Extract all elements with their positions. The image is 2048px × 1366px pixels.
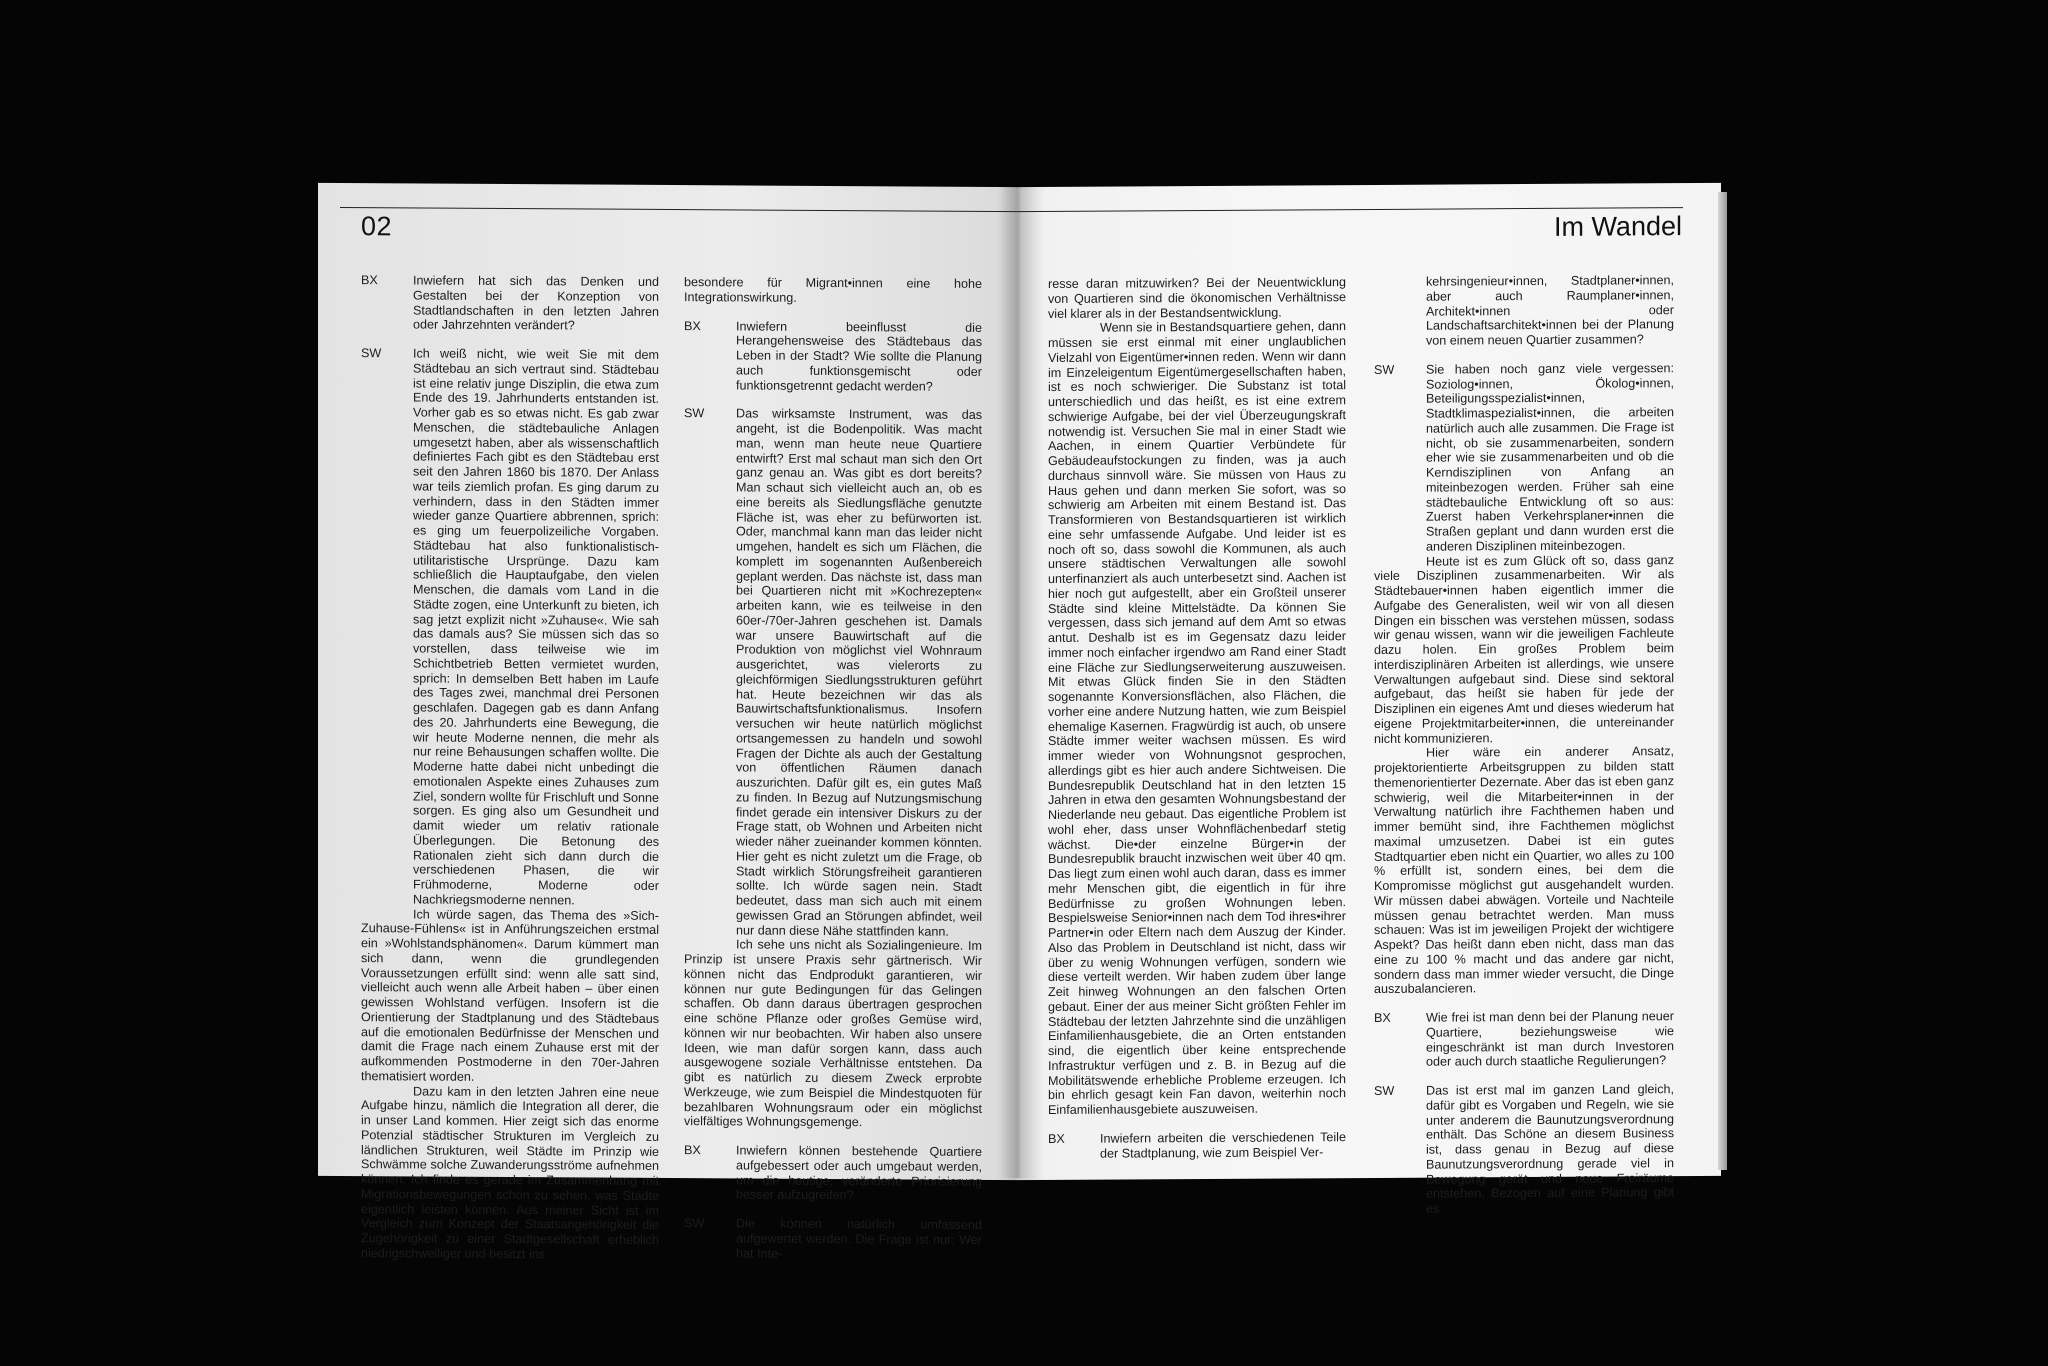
paragraph: besondere für Migrant•innen eine hohe Integrationswirkung. [684, 275, 982, 305]
page-number: 02 [361, 211, 393, 242]
left-page [318, 183, 1017, 1262]
section-title: Im Wandel [1553, 211, 1682, 242]
speaker-label: SW [684, 1216, 705, 1231]
paragraph: Ich sehe uns nicht als Sozialingenieure. Im Prinzip ist unsere Praxis sehr gärtnerisch. Wir können nicht das Endprodukt garantieren, wir können nur gute Bedingungen für das Gelingen schaffen. Ob dann daraus übertragen gesprochen eine schöne Pflanze oder großes Gemüse wird, können wir nur beobachten. Wir haben also unsere Ideen, wie man dafür sorgen kann, dass auch ausgewogene soziale Verhältnisse entstehen. Da gibt es natürlich zu diesem Zweck erprobte Werkzeuge, wie zum Beispiel die Mindestquoten für bezahlbaren Wohnungsraum oder ein möglichst vielfältiges Wohnungsgemenge. [684, 937, 982, 1130]
paragraph: kehrsingenieur•innen, Stadtplaner•innen, aber auch Raumplaner•innen, Architekt•innen oder Landschaftsarchitekt•innen bei der Planung von einem neuen Quartier zusammen? [1426, 273, 1674, 348]
speaker-label: BX [361, 273, 378, 288]
paragraph: Wenn sie in Bestandsquartiere gehen, dann müssen sie erst einmal mit einer unglaublichen Vielzahl von Eigentümer•innen reden. Wenn wir dann im Einzeleigentum Eigentümergesellschaften haben, ist es noch schwieriger. Die Substanz ist total unterschiedlich und das heißt, es ist eine extrem schwierige Aufgabe, bei der viel Überzeugungskraft notwendig ist. Versuchen Sie mal in einer Stadt wie Aachen, in einem Quartier Verbündete für Gebäudeaufstockungen zu finden, was ja auch durchaus sinnvoll wäre. Sie müssen von Haus zu Haus gehen und dann merken Sie sofort, was so schwierig am Arbeiten mit einem Bestand ist. Das Transformieren von Bestandsquartieren ist wirklich eine sehr umfassende Aufgabe. Und leider ist es noch oft so, dass sowohl die Kommunen, als auch unsere städtischen Verwaltungen alle sowohl unterfinanziert als auch unterbesetzt sind. Aachen ist hier noch gut aufgestellt, aber ein Großteil unserer Städte sind kleine Mittelstädte. Da können Sie vergessen, dass sich jemand auf dem Amt so etwas antut. Deshalb ist es im Gegensatz dazu leider immer noch einfacher irgendwo am Rand einer Stadt eine Fläche zur Siedlungserweiterung auszuweisen. Mit etwas Glück finden Sie in den Städten sogenannte Konversionsflächen, also Flächen, die vorher eine andere Nutzung hatten, wie zum Beispiel ehemalige Kasernen. Fragwürdig ist auch, ob unsere Städte immer weiter wachsen müssen. Es wird immer wieder von Wohnungsnot gesprochen, allerdings gibt es hier auch andere Sichtweisen. Die Bundesrepublik Deutschland hat in den letzten 15 Jahren in etwa den gesamten Wohnungsbestand der Niederlande neu gebaut. Das eigentliche Problem ist wohl eher, dass unser Wohnflächenbedarf stetig wächst. Die•der einzelne Bürger•in der Bundesrepublik braucht inzwischen weit über 40 qm. Das liegt zum einen wohl auch daran, dass es immer mehr Menschen gibt, die eigentlich in für ihre Bedürfnisse zu großen Wohnungen leben. Bespielsweise Senior•innen nach dem Tod ihres•ihrer Partner•in oder Eltern nach dem Auszug der Kinder. Also das Problem in Deutschland ist nicht, dass wir über zu wenig Wohnungen verfügen, sondern wie diese verteilt werden. Wir haben zudem über lange Zeit hinweg Wohnungen an den falschen Orten gebaut. Einer der aus meiner Sicht größten Fehler im Städtebau der letzten Jahrzehnte sind die unzähligen Einfamilienhausgebiete, die an Orten entstanden sind, die eigentlich über keine entsprechende Infrastruktur verfügen und z. B. in Bezug auf die Mobilitätswende erhebliche Probleme erzeugen. Ich bin ehrlich gesagt kein Fan davon, weiterhin noch Einfamilienhausgebiete auszuweisen. [1048, 319, 1346, 1117]
interview-turn [1048, 1130, 1346, 1161]
text-column [1048, 275, 1346, 1166]
text-column [1374, 273, 1674, 1216]
paragraph: Inwiefern hat sich das Denken und Gestalten bei der Konzeption von Stadtlandschaften in den letzten Jahren oder Jahrzehnten verändert? [413, 273, 659, 333]
interview-turn [1374, 1082, 1674, 1217]
speaker-label: SW [1374, 362, 1395, 377]
speaker-label: BX [684, 1143, 701, 1158]
speaker-label: SW [1374, 1083, 1395, 1098]
paragraph: Wie frei ist man denn bei der Planung neuer Quartiere, beziehungsweise wie eingeschränkt ist man durch Investoren oder auch durch staatliche Regulierungen? [1426, 1009, 1674, 1069]
text-column [684, 275, 982, 1261]
paragraph: Heute ist es zum Glück oft so, dass ganz viele Disziplinen zusammenarbeiten. Wir als Städtebauer•innen haben eigentlich immer die Aufgabe des Generalisten, weil wir von all diesen Dingen ein bisschen was verstehen müssen, sodass wir genau wissen, wann wir die jeweiligen Fachleute dazu holen. Ein großes Problem beim interdisziplinären Arbeiten ist allerdings, wie unsere Verwaltungen aufgebaut sind. Diese sind sektoral aufgebaut, das heißt sie haben für jede der Disziplinen ein eigenes Amt und dieses wiederum hat eigene Projektmitarbeiter•innen, die untereinander nicht kommunizieren. [1374, 552, 1674, 746]
speaker-label: SW [361, 346, 382, 361]
paragraph: Inwiefern arbeiten die verschiedenen Teile der Stadtplanung, wie zum Beispiel Ver- [1100, 1129, 1346, 1161]
speaker-label: SW [684, 406, 705, 421]
right-page [1017, 183, 1721, 1216]
paragraph: resse daran mitzuwirken? Bei der Neuentwicklung von Quartieren sind die ökonomischen Verhältnisse viel klarer als in der Bestandsentwicklung. [1048, 275, 1346, 321]
paragraph: Ich weiß nicht, wie weit Sie mit dem Städtebau an sich vertraut sind. Städtebau ist eine relativ junge Disziplin, die etwa zum Ende des 19. Jahrhunderts entstanden ist. Vorher gab es so etwas nicht. Es gab zwar Menschen, die städtebauliche Anlagen umgesetzt haben, aber als wissenschaftlich definiertes Fach gibt es den Städtebau erst seit den Jahren 1860 bis 1870. Der Anlass war teils ziemlich profan. Es ging darum zu verhindern, dass in den Städten immer wieder ganze Quartiere abbrennen, sprich: es ging um feuerpolizeiliche Vorgaben. Städtebau hat also funktionalistisch-utilitaristische Ursprünge. Dazu kam schließlich die Hauptaufgabe, den vielen Menschen, die damals vom Land in die Städte zogen, eine Unterkunft zu bieten, ich sag jetzt explizit nicht »Zuhause«. Wie sah das damals aus? Sie müssen sich das so vorstellen, dass teilweise wie im Schichtbetrieb Betten vermietet wurden, sprich: In demselben Bett haben im Laufe des Tages zwei, manchmal drei Personen geschlafen. Dagegen gab es dann Anfang des 20. Jahrhunderts eine Bewegung, die wir heute Moderne nennen, die mehr als nur reine Behausungen schaffen wollte. Die Moderne hatte dabei nicht unbedingt die emotionalen Aspekte eines Zuhauses zum Ziel, sondern wollte für Frischluft und Sonne sorgen. Es ging also um Gesundheit und damit wieder um relativ rationale Überlegungen. Die Betonung des Rationalen zieht sich dann durch die verschiedenen Phasen, die wir Frühmoderne, Moderne oder Nachkriegsmoderne nennen. [413, 346, 659, 908]
paragraph: Dazu kam in den letzten Jahren eine neue Aufgabe hinzu, nämlich die Integration all derer, die in unser Land kommen. Hier zeigt sich das enorme Potenzial städtischer Strukturen im Vergleich zu ländlichen Strukturen, weil Städte im Prinzip wie Schwämme solche Zuwanderungsströme aufnehmen können. Ich finde es gerade im Zusammenhang mit Migrationsbewegungen schön zu sehen, was Städte eigentlich leisten können. Aus meiner Sicht ist im Vergleich zum Konzept der Staatsangehörigkeit die Zugehörigkeit zu einer Stadtgesellschaft erheblich niedrigschwelliger und besitzt ins [361, 1083, 659, 1262]
interview-turn [361, 273, 659, 334]
paragraph: Hier wäre ein anderer Ansatz, projektorientierte Arbeitsgruppen zu bilden statt themenorientierter Dezernate. Aber das ist eben ganz schwierig, weil die Mitarbeiter•innen in der Verwaltung natürlich ihre Fachthemen haben und immer bemüht sind, ihre Fachthemen möglichst maximal umzusetzen. Dabei ist ein gutes Stadtquartier eben nicht ein Quartier, wo alles zu 100 % erfüllt ist, sondern eines, bei dem die Kompromisse möglichst gut ausgehandelt wurden. Wir müssen dabei abwägen. Vorteile und Nachteile müssen genau betrachtet werden. Man muss schauen: Was ist im jeweiligen Projekt der wichtigere Aspekt? Das heißt dann eben nicht, dass man das eine zu 100 % macht und das andere gar nicht, sondern dass man immer wieder versucht, die Dinge auszubalancieren. [1374, 744, 1674, 997]
interview-turn [361, 346, 659, 908]
speaker-label: BX [684, 318, 701, 333]
header-rule [340, 207, 1017, 212]
interview-turn [684, 406, 982, 939]
interview-turn [684, 1216, 982, 1262]
text-column [361, 273, 659, 1262]
paragraph: Inwiefern beeinflusst die Herangehensweise des Städtebaus das Leben in der Stadt? Wie sollte die Planung auch funktionsgemischt oder funktionsgetrennt gedacht werden? [736, 318, 982, 394]
interview-turn [1374, 361, 1674, 555]
paragraph: Das ist erst mal im ganzen Land gleich, dafür gibt es Vorgaben und Regeln, wie sie unter anderem die Baunutzungsverordnung enthält. Das Schöne an diesem Business ist, dass genau in Bezug auf diese Baunutzungsverordnung gerade viel in Bewegung gerät und neue Freiräume entstehen. Bezogen auf eine Planung gibt es [1426, 1082, 1674, 1216]
paragraph: Die können natürlich umfassend aufgewertet werden. Die Frage ist nur: Wer hat Inte- [736, 1216, 982, 1261]
speaker-label: BX [1374, 1010, 1391, 1025]
paragraph: Ich würde sagen, das Thema des »Sich-Zuhause-Fühlens« ist in Anführungszeichen erstmal ein »Wohlstandsphänomen«. Darum kümmert man sich dann, wenn die grundlegenden Voraussetzungen erfüllt sind: wenn alle satt sind, vielleicht auch wenn alle Arbeit haben – über einen gewissen Wohlstand verfügen. Insofern ist die Orientierung der Stadtplanung und des Städtebaus auf die emotionalen Bedürfnisse der Menschen und damit die Frage nach einem Zuhause erst mit der aufkommenden Postmoderne in den 70er-Jahren thematisiert worden. [361, 906, 659, 1084]
paragraph: Sie haben noch ganz viele vergessen: Soziolog•innen, Ökolog•innen, Beteiligungsspezialist•innen, Stadtklimaspezialist•innen, die arbeiten natürlich auch alle zusammen. Die Frage ist nicht, ob sie zusammenarbeiten, sondern eher wie sie zusammenarbeiten und ob die Kerndisziplinen von Anfang an miteinbezogen werden. Früher sah eine städtebauliche Entwicklung oft so aus: Zuerst haben Verkehrsplaner•innen die Straßen geplant und dann wurden erst die anderen Disziplinen miteinbezogen. [1426, 360, 1674, 554]
page-edge [1718, 192, 1727, 1170]
speaker-label: BX [1048, 1131, 1065, 1146]
paragraph: Das wirksamste Instrument, was das angeht, ist die Bodenpolitik. Was macht man, wenn man heute neue Quartiere entwirft? Erst mal schaut man sich den Ort ganz genau an. Was gibt es dort bereits? Man schaut sich vielleicht auch an, ob es eine bereits als Siedlungsfläche genutzte Fläche ist, was eher zu befürworten ist. Oder, manchmal kann man das leider nicht umgehen, handelt es sich um Flächen, die komplett im sogenannten Außenbereich geplant werden. Das nächste ist, dass man bei Quartieren nicht mit »Kochrezepten« arbeiten kann, wie es teilweise in den 60er-/70er-Jahren geschehen ist. Damals war unsere Bauwirtschaft auf die Produktion von möglichst viel Wohnraum ausgerichtet, was vielerorts zu gleichförmigen Siedlungsstrukturen geführt hat. Heute bezeichnen wir das als Bauwirtschaftsfunktionalismus. Insofern versuchen wir heute natürlich möglichst ortsangemessen zu handeln und sowohl Fragen der Dichte als auch der Gestaltung von öffentlichen Räumen danach auszurichten. Dafür gilt es, ein gutes Maß zu finden. In Bezug auf Nutzungsmischung findet gerade ein intensiver Diskurs zu der Frage statt, ob Wohnen und Arbeiten nicht wieder näher zueinander kommen könnten. Hier geht es nicht zuletzt um die Frage, ob Stadt wirklich Störungsfreiheit garantieren sollte. Ich würde sagen nein. Stadt bedeutet, dass man sich auch mit einem gewissen Grad an Störungen abfindet, weil nur dann diese Nähe stattfinden kann. [736, 406, 982, 939]
interview-turn [684, 1143, 982, 1204]
interview-turn [684, 319, 982, 395]
interview-turn [1374, 1009, 1674, 1070]
paragraph: Inwiefern können bestehende Quartiere aufgebessert oder auch umgebaut werden, um die heutige, veränderte Priorisierung besser aufzugreifen? [736, 1143, 982, 1203]
